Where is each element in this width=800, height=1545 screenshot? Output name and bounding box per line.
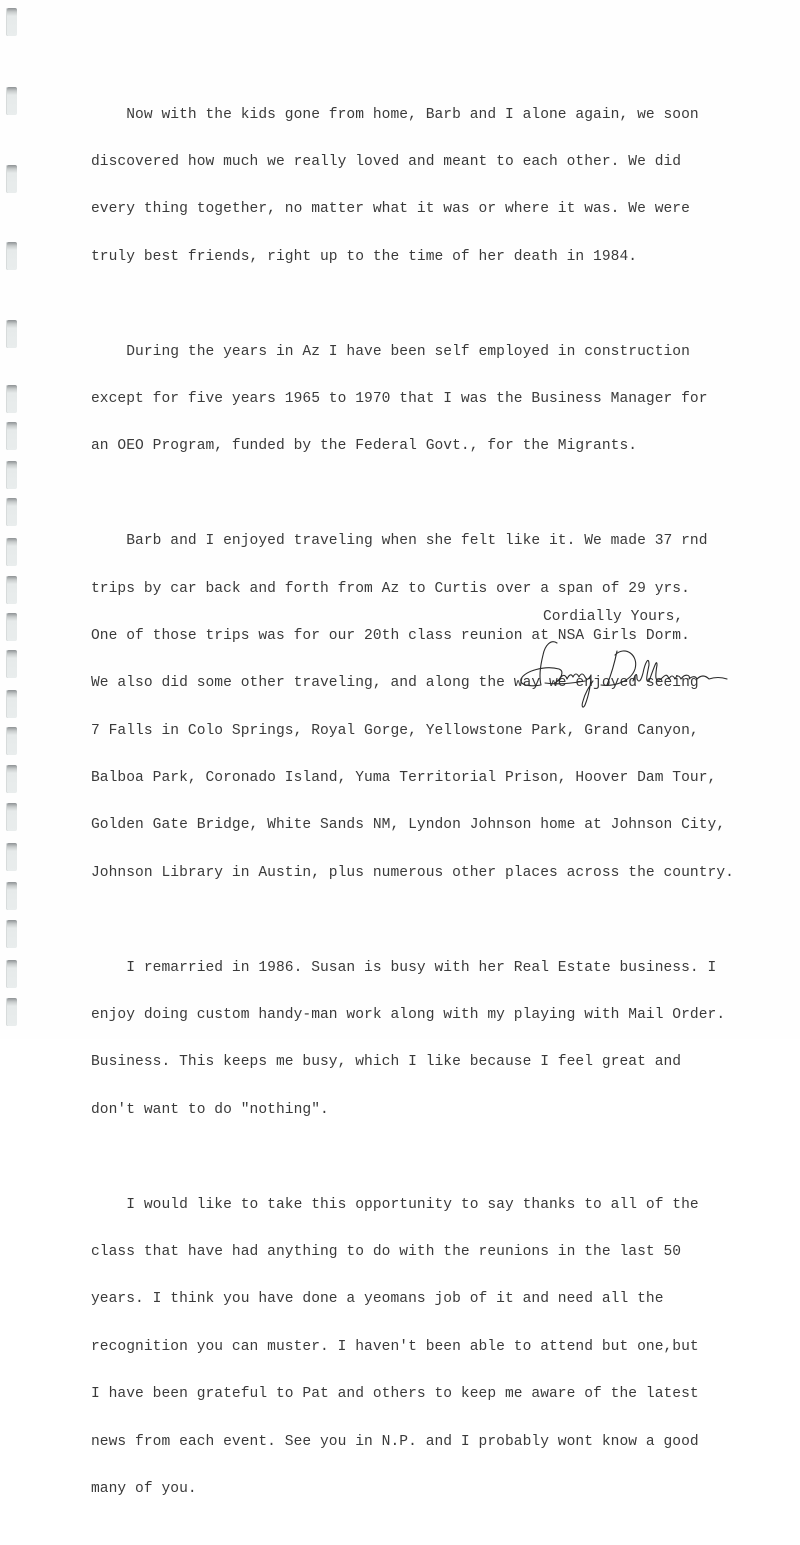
- binder-hole: [6, 650, 17, 678]
- binder-hole: [6, 690, 17, 718]
- text-line: Business. This keeps me busy, which I like because I feel great and: [91, 1054, 682, 1071]
- binder-hole: [6, 843, 17, 871]
- binder-hole: [6, 998, 17, 1026]
- text-line: class that have had anything to do with the reunions in the last 50: [91, 1243, 682, 1260]
- text-line: years. I think you have done a yeomans job of it and need all the: [91, 1291, 664, 1308]
- text-line: 7 Falls in Colo Springs, Royal Gorge, Yellowstone Park, Grand Canyon,: [91, 722, 699, 739]
- binder-hole: [6, 461, 17, 489]
- binder-hole: [6, 320, 17, 348]
- text-line: Johnson Library in Austin, plus numerous other places across the country.: [91, 864, 734, 881]
- binder-hole: [6, 498, 17, 526]
- paragraph-employment: [91, 313, 781, 487]
- binder-hole: [6, 576, 17, 604]
- text-line: One of those trips was for our 20th class reunion at NSA Girls Dorm.: [91, 627, 690, 644]
- binder-hole: [6, 920, 17, 948]
- handwritten-signature: [515, 635, 755, 715]
- text-line: news from each event. See you in N.P. and I probably wont know a good: [91, 1433, 699, 1450]
- binder-hole: [6, 803, 17, 831]
- binder-hole: [6, 727, 17, 755]
- binder-hole: [6, 165, 17, 193]
- paragraph-remarriage: [91, 929, 781, 1150]
- binder-hole: [6, 8, 17, 36]
- text-line: I would like to take this opportunity to say thanks to all of the: [91, 1196, 699, 1213]
- closing-salutation: Cordially Yours,: [543, 609, 684, 625]
- text-line: trips by car back and forth from Az to Curtis over a span of 29 yrs.: [91, 580, 690, 597]
- binder-holes: [6, 0, 20, 1039]
- binder-hole: [6, 385, 17, 413]
- text-line: During the years in Az I have been self employed in construction: [91, 343, 690, 360]
- binder-hole: [6, 765, 17, 793]
- binder-hole: [6, 882, 17, 910]
- text-line: Now with the kids gone from home, Barb and I alone again, we soon: [91, 106, 699, 123]
- text-line: Golden Gate Bridge, White Sands NM, Lyndon Johnson home at Johnson City,: [91, 817, 726, 834]
- binder-hole: [6, 242, 17, 270]
- binder-hole: [6, 960, 17, 988]
- text-line: an OEO Program, funded by the Federal Govt., for the Migrants.: [91, 438, 638, 455]
- binder-hole: [6, 422, 17, 450]
- letter-body: [91, 76, 781, 1545]
- text-line: Barb and I enjoyed traveling when she felt like it. We made 37 rnd: [91, 533, 708, 550]
- binder-hole: [6, 87, 17, 115]
- text-line: Balboa Park, Coronado Island, Yuma Territorial Prison, Hoover Dam Tour,: [91, 770, 717, 787]
- text-line: except for five years 1965 to 1970 that I was the Business Manager for: [91, 390, 708, 407]
- text-line: every thing together, no matter what it was or where it was. We were: [91, 201, 690, 218]
- text-line: discovered how much we really loved and meant to each other. We did: [91, 153, 682, 170]
- text-line: enjoy doing custom handy-man work along with my playing with Mail Order.: [91, 1007, 726, 1024]
- paragraph-thanks: [91, 1166, 781, 1529]
- text-line: truly best friends, right up to the time of her death in 1984.: [91, 248, 638, 265]
- paragraph-empty-nest: [91, 76, 781, 297]
- binder-hole: [6, 538, 17, 566]
- binder-hole: [6, 613, 17, 641]
- text-line: don't want to do "nothing".: [91, 1101, 329, 1118]
- text-line: recognition you can muster. I haven't been able to attend but one,but: [91, 1338, 699, 1355]
- text-line: I remarried in 1986. Susan is busy with her Real Estate business. I: [91, 959, 717, 976]
- text-line: many of you.: [91, 1480, 197, 1497]
- text-line: We also did some other traveling, and along the way we enjoyed seeing: [91, 675, 699, 692]
- text-line: I have been grateful to Pat and others to keep me aware of the latest: [91, 1386, 699, 1403]
